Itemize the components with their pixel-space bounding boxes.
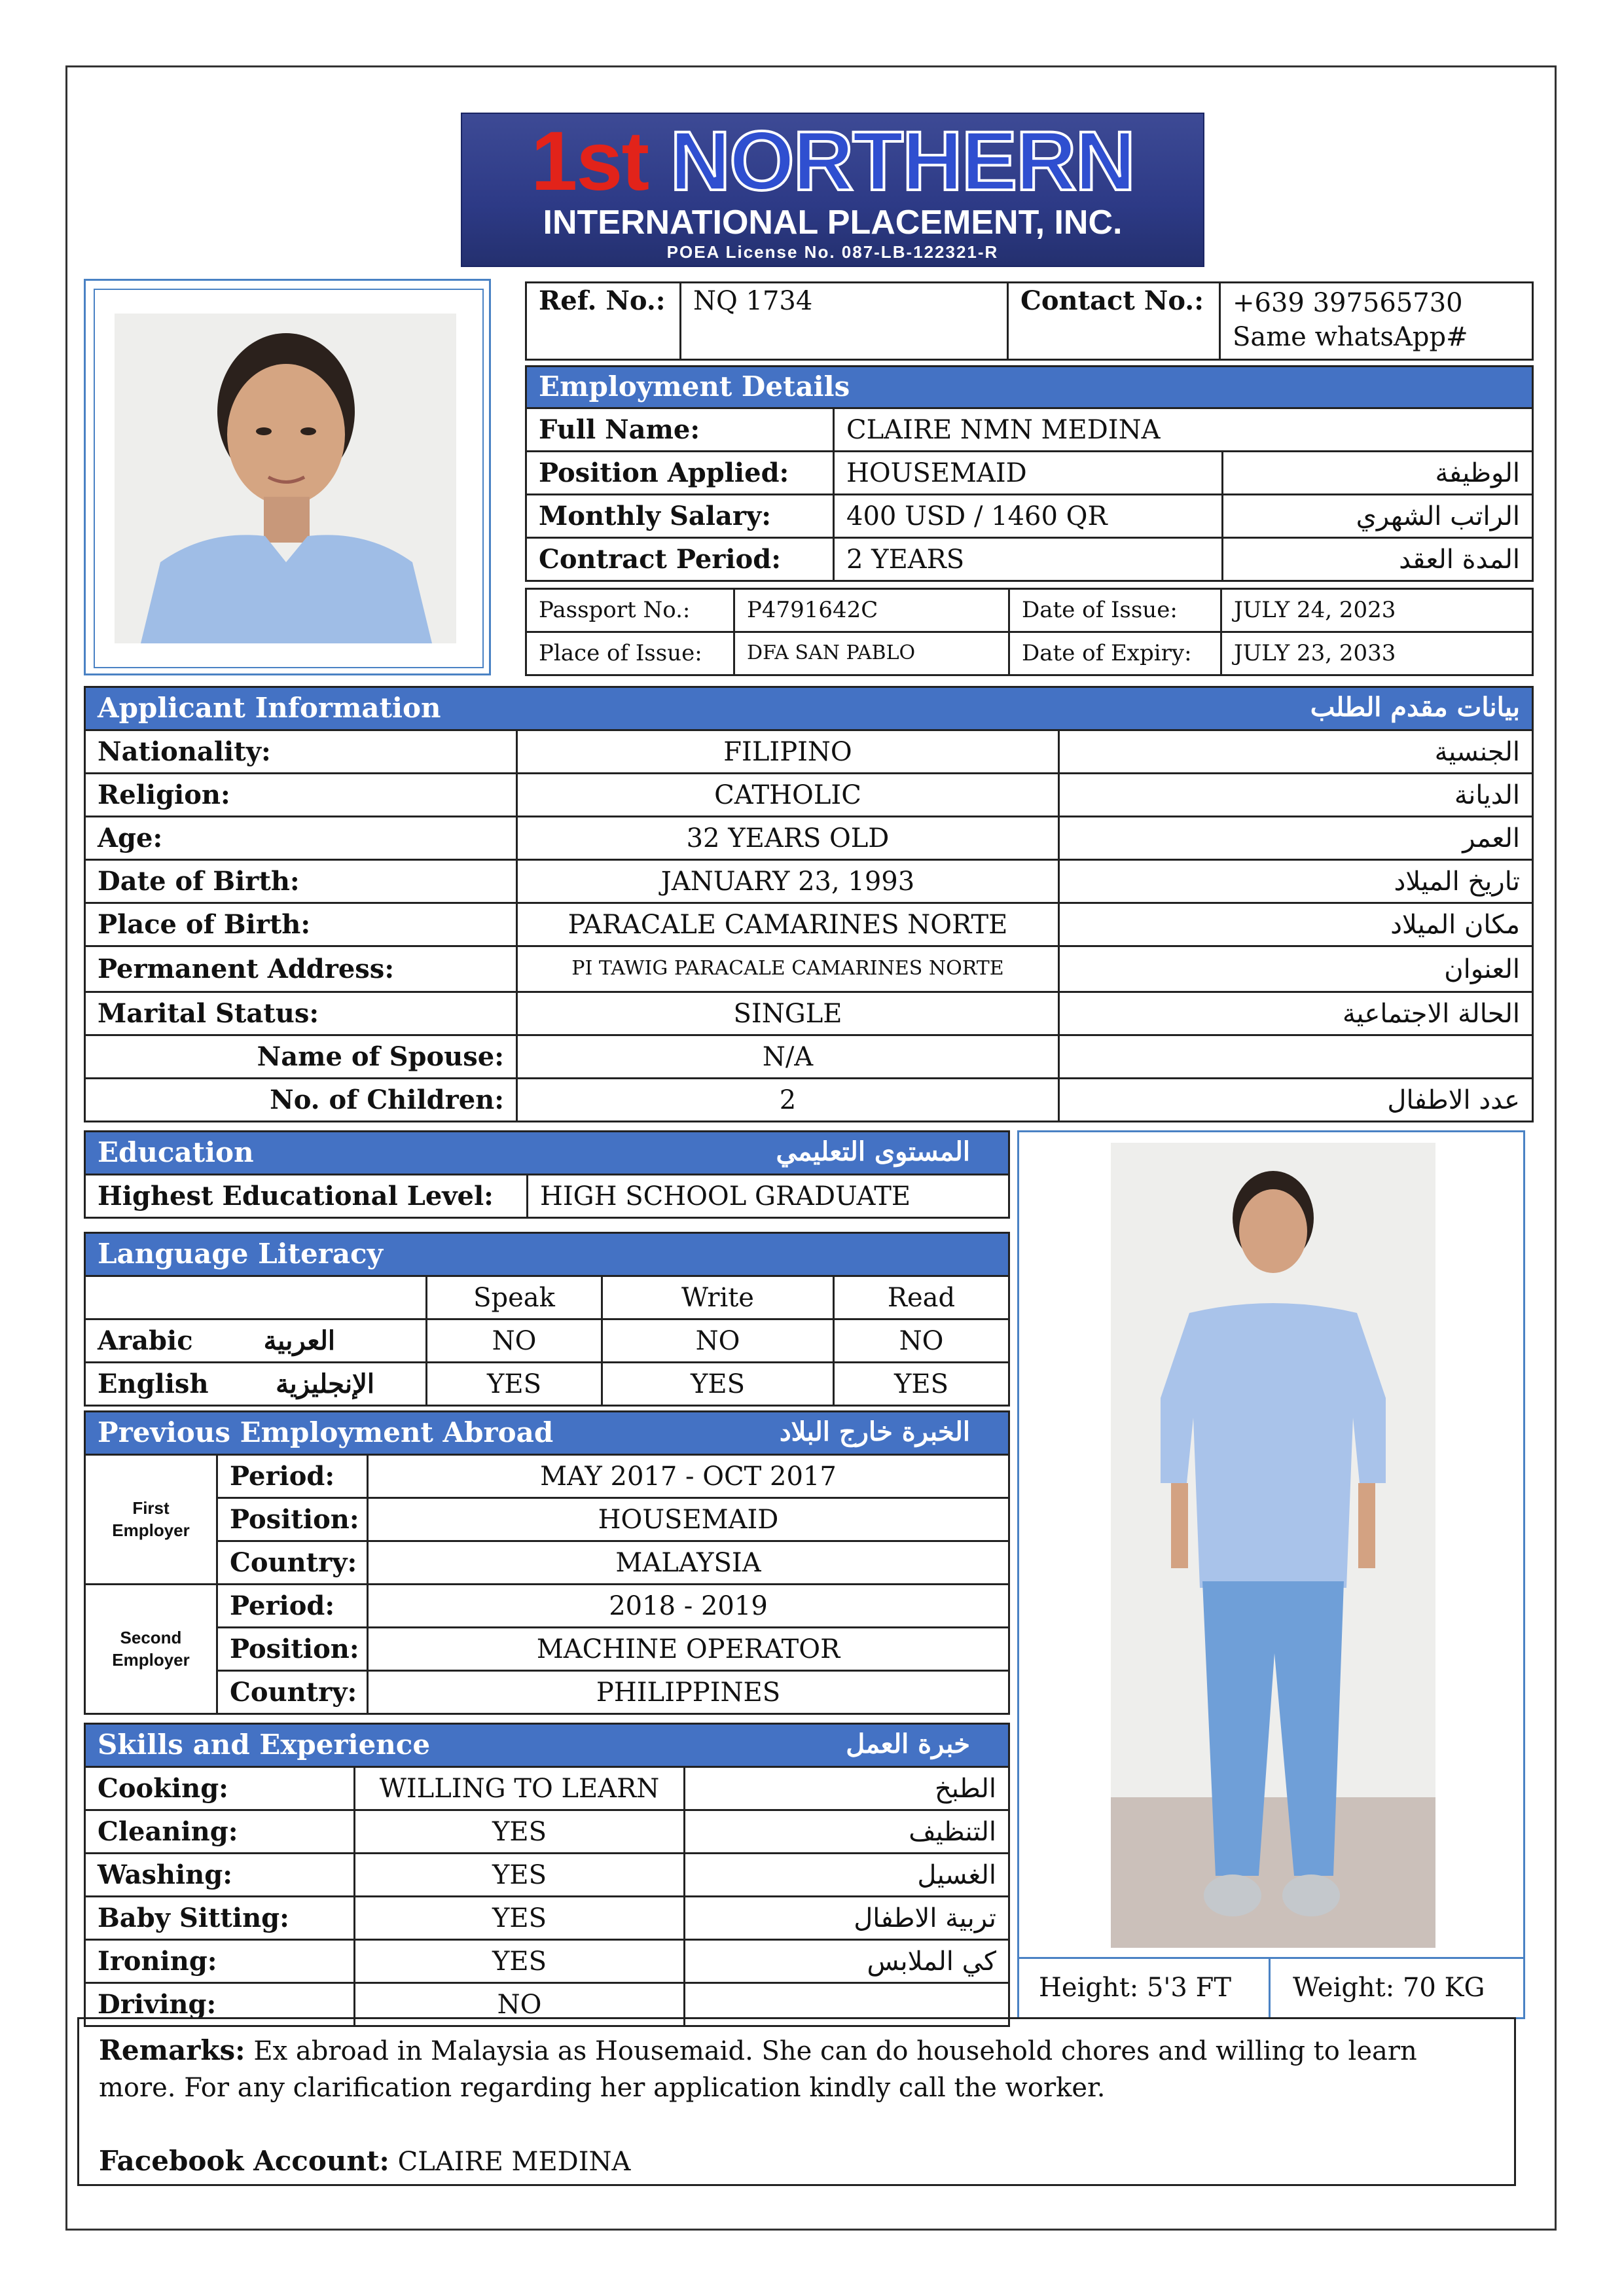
address-label: Permanent Address: xyxy=(85,946,517,992)
weight-value: Weight: 70 KG xyxy=(1293,1973,1485,2003)
cleaning-arabic: التنظيف xyxy=(685,1810,1009,1854)
first-country-label: Country: xyxy=(217,1541,368,1585)
logo-brand: 1st NORTHERN xyxy=(531,115,1134,208)
children-label: No. of Children: xyxy=(85,1079,517,1122)
marital-status-label: Marital Status: xyxy=(85,992,517,1035)
religion-value: CATHOLIC xyxy=(517,774,1059,817)
reference-table xyxy=(525,281,1534,361)
language-table xyxy=(84,1232,1010,1407)
religion-label: Religion: xyxy=(85,774,517,817)
applicant-header: Applicant Information بيانات مقدم الطلب xyxy=(85,687,1533,730)
pob-arabic: مكان الميلاد xyxy=(1059,903,1533,946)
first-period-label: Period: xyxy=(217,1455,368,1498)
education-header: Education المستوى التعليمي xyxy=(85,1132,1009,1175)
first-country-value: MALAYSIA xyxy=(368,1541,1009,1585)
salary-value: 400 USD / 1460 QR xyxy=(834,495,1223,538)
education-table xyxy=(84,1130,1010,1219)
position-arabic: الوظيفة xyxy=(1223,452,1533,495)
salary-label: Monthly Salary: xyxy=(526,495,834,538)
issue-date-value: JULY 24, 2023 xyxy=(1221,589,1533,632)
cooking-label: Cooking: xyxy=(85,1767,355,1810)
facebook-value: CLAIRE MEDINA xyxy=(397,2147,631,2177)
children-value: 2 xyxy=(517,1079,1059,1122)
remarks-text: Ex abroad in Malaysia as Housemaid. She can do household chores and willing to learn more. For any clarification regarding her application kindly call the worker. xyxy=(99,2036,1417,2103)
cooking-arabic: الطبخ xyxy=(685,1767,1009,1810)
dob-label: Date of Birth: xyxy=(85,860,517,903)
ref-label: Ref. No.: xyxy=(526,283,681,360)
second-period-value: 2018 - 2019 xyxy=(368,1585,1009,1628)
contract-label: Contract Period: xyxy=(526,538,834,581)
children-arabic: عدد الاطفال xyxy=(1059,1079,1533,1122)
skills-header: Skills and Experience خبرة العمل xyxy=(85,1724,1009,1767)
nationality-label: Nationality: xyxy=(85,730,517,774)
write-column-header: Write xyxy=(602,1276,834,1319)
first-period-value: MAY 2017 - OCT 2017 xyxy=(368,1455,1009,1498)
baby-sitting-arabic: تربية الاطفال xyxy=(685,1897,1009,1940)
facebook-label: Facebook Account: xyxy=(99,2145,389,2177)
employment-table xyxy=(525,365,1534,582)
second-position-label: Position: xyxy=(217,1628,368,1671)
arabic-language-arabic: العربية xyxy=(263,1325,335,1356)
spouse-arabic xyxy=(1059,1035,1533,1079)
previous-employment-table xyxy=(84,1410,1010,1715)
cleaning-value: YES xyxy=(355,1810,685,1854)
age-label: Age: xyxy=(85,817,517,860)
pob-value: PARACALE CAMARINES NORTE xyxy=(517,903,1059,946)
nationality-arabic: الجنسية xyxy=(1059,730,1533,774)
expiry-date-label: Date of Expiry: xyxy=(1009,632,1221,675)
pob-label: Place of Birth: xyxy=(85,903,517,946)
remarks-paragraph xyxy=(99,2032,1494,2106)
english-language-label: English الإنجليزية xyxy=(85,1363,427,1406)
previous-employment-header: Previous Employment Abroad الخبرة خارج البلاد xyxy=(85,1412,1009,1455)
contact-value: +639 397565730 Same whatsApp# xyxy=(1220,283,1533,360)
dob-value: JANUARY 23, 1993 xyxy=(517,860,1059,903)
portrait-photo-frame xyxy=(84,279,491,675)
language-header: Language Literacy xyxy=(85,1233,1009,1276)
logo-subtitle: INTERNATIONAL PLACEMENT, INC. xyxy=(543,204,1123,242)
ironing-label: Ironing: xyxy=(85,1940,355,1983)
previous-employment-header-arabic: الخبرة خارج البلاد xyxy=(779,1416,971,1448)
washing-arabic: الغسيل xyxy=(685,1854,1009,1897)
baby-sitting-value: YES xyxy=(355,1897,685,1940)
place-of-issue-value: DFA SAN PABLO xyxy=(734,632,1009,675)
first-employer-label: First Employer xyxy=(85,1455,217,1585)
skills-header-arabic: خبرة العمل xyxy=(846,1729,970,1760)
address-value: PI TAWIG PARACALE CAMARINES NORTE xyxy=(517,946,1059,992)
baby-sitting-label: Baby Sitting: xyxy=(85,1897,355,1940)
place-of-issue-label: Place of Issue: xyxy=(526,632,734,675)
second-position-value: MACHINE OPERATOR xyxy=(368,1628,1009,1671)
issue-date-label: Date of Issue: xyxy=(1009,589,1221,632)
contract-value: 2 YEARS xyxy=(834,538,1223,581)
first-position-value: HOUSEMAID xyxy=(368,1498,1009,1541)
address-arabic: العنوان xyxy=(1059,946,1533,992)
passport-table xyxy=(525,588,1534,676)
age-arabic: العمر xyxy=(1059,817,1533,860)
employment-header: Employment Details xyxy=(526,367,1533,408)
dob-arabic: تاريخ الميلاد xyxy=(1059,860,1533,903)
portrait-photo xyxy=(115,314,456,643)
full-name-label: Full Name: xyxy=(526,408,834,452)
remarks-box xyxy=(77,2017,1516,2186)
education-level-label: Highest Educational Level: xyxy=(85,1175,528,1218)
cleaning-label: Cleaning: xyxy=(85,1810,355,1854)
applicant-table xyxy=(84,686,1534,1122)
passport-number-label: Passport No.: xyxy=(526,589,734,632)
arabic-language-label: Arabic العربية xyxy=(85,1319,427,1363)
spouse-value: N/A xyxy=(517,1035,1059,1079)
full-body-photo xyxy=(1111,1143,1435,1948)
language-corner-cell xyxy=(85,1276,427,1319)
full-name-value: CLAIRE NMN MEDINA xyxy=(834,408,1533,452)
contact-label: Contact No.: xyxy=(1008,283,1220,360)
full-body-photo-frame xyxy=(1017,1130,1525,2019)
ref-value: NQ 1734 xyxy=(681,283,1008,360)
arabic-write: NO xyxy=(602,1319,834,1363)
washing-label: Washing: xyxy=(85,1854,355,1897)
height-value: Height: 5'3 FT xyxy=(1019,1959,1271,2019)
remarks-label: Remarks: xyxy=(99,2034,245,2066)
nationality-value: FILIPINO xyxy=(517,730,1059,774)
position-label: Position Applied: xyxy=(526,452,834,495)
education-header-arabic: المستوى التعليمي xyxy=(776,1136,971,1168)
contract-arabic: المدة العقد xyxy=(1223,538,1533,581)
position-value: HOUSEMAID xyxy=(834,452,1223,495)
marital-status-arabic: الحالة الاجتماعية xyxy=(1059,992,1533,1035)
company-logo xyxy=(461,113,1204,267)
skills-table xyxy=(84,1723,1010,2027)
cooking-value: WILLING TO LEARN xyxy=(355,1767,685,1810)
second-country-value: PHILIPPINES xyxy=(368,1671,1009,1714)
first-position-label: Position: xyxy=(217,1498,368,1541)
ironing-value: YES xyxy=(355,1940,685,1983)
logo-license: POEA License No. 087-LB-122321-R xyxy=(666,242,999,262)
expiry-date-value: JULY 23, 2033 xyxy=(1221,632,1533,675)
salary-arabic: الراتب الشهري xyxy=(1223,495,1533,538)
passport-number-value: P4791642C xyxy=(734,589,1009,632)
second-employer-label: Second Employer xyxy=(85,1585,217,1714)
arabic-speak: NO xyxy=(427,1319,602,1363)
facebook-line xyxy=(99,2143,1494,2180)
washing-value: YES xyxy=(355,1854,685,1897)
measurements-row xyxy=(1019,1957,1523,2019)
driving-label: Driving: xyxy=(85,1983,355,2026)
read-column-header: Read xyxy=(834,1276,1009,1319)
religion-arabic: الديانة xyxy=(1059,774,1533,817)
education-level-value: HIGH SCHOOL GRADUATE xyxy=(528,1175,1009,1218)
english-language-arabic: الإنجليزية xyxy=(276,1368,374,1399)
english-speak: YES xyxy=(427,1363,602,1406)
spouse-label: Name of Spouse: xyxy=(85,1035,517,1079)
applicant-header-arabic: بيانات مقدم الطلب xyxy=(1310,692,1521,723)
marital-status-value: SINGLE xyxy=(517,992,1059,1035)
ironing-arabic: كي الملابس xyxy=(685,1940,1009,1983)
second-period-label: Period: xyxy=(217,1585,368,1628)
speak-column-header: Speak xyxy=(427,1276,602,1319)
driving-value: NO xyxy=(355,1983,685,2026)
english-read: YES xyxy=(834,1363,1009,1406)
arabic-read: NO xyxy=(834,1319,1009,1363)
english-write: YES xyxy=(602,1363,834,1406)
age-value: 32 YEARS OLD xyxy=(517,817,1059,860)
second-country-label: Country: xyxy=(217,1671,368,1714)
